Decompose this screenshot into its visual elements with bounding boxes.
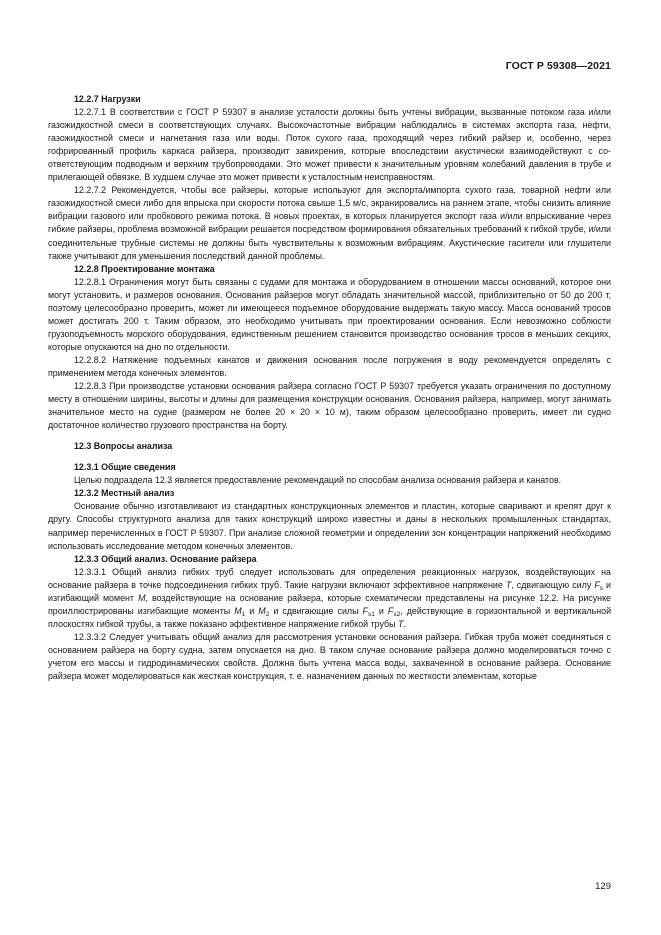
heading-12-3: 12.3 Вопросы анализа	[74, 441, 173, 452]
text-run: и изгибающий момент	[48, 579, 611, 603]
heading-12-2-8: 12.2.8 Проектирование монтажа	[74, 263, 215, 274]
symbol-F: F	[387, 605, 394, 616]
text-run: и	[374, 605, 388, 616]
symbol-T: T	[397, 618, 404, 629]
symbol-M: M	[258, 605, 266, 616]
text-run: , сдвигающую силу	[511, 579, 595, 590]
text-run: 12.3.3.1 Общий анализ гибких труб следует использовать для определения реакционных нагрузок, воздействующих на основание райзера в точке подсоединения гибких труб. Такие нагрузки включают эффективное напряжение	[48, 566, 611, 590]
heading-12-3-2: 12.3.2 Местный анализ	[74, 488, 175, 499]
symbol-T: T	[505, 579, 512, 590]
paragraph-12-3-3-1	[48, 566, 611, 631]
subscript: 2	[265, 610, 270, 618]
symbol-M: M	[234, 605, 242, 616]
paragraph-12-2-8-1: 12.2.8.1 Ограничения могут быть связаны с судами для монтажа и оборудованием в отношении массы оснований, которое они могут установить, и размеров основания. Основания райзеров могут обладать значительной массой, приблизительно от 50 до 200 т, поэтому целесообразно проверить, может ли имеющееся подъемное оборудование выдержать такую массу. Масса оснований тросов может достигать 200 т. Таким образом, это необходимо учитывать при проектировании основания. Если невозможно соблюсти грузоподъемность морского оборудования, единственным решением становится производство основания тросов в меньших секциях, которые опускаются на дно по отдельности.	[48, 276, 611, 352]
text-run: .	[403, 618, 406, 629]
symbol-F: F	[362, 605, 368, 616]
subscript: 1	[241, 610, 246, 618]
page-body	[48, 93, 611, 683]
paragraph-12-2-8-3: 12.2.8.3 При производстве установки основания райзера согласно ГОСТ Р 59307 требуется указать ограничения по доступному месту в отношении ширины, высоты и длины для размещения конструкции основания. Основания райзера, например, могут занимать значительное место на судне (размером не более 20 × 20 × 10 м), таким образом целесообразно проверить, имеет ли судно достаточное количество грузового пространства на борту.	[48, 381, 611, 431]
text-run: , воздействующие на основание райзера, которые схематически представлены на рисунке 12.2. На рисунке проиллюстрированы изгибающие моменты	[48, 592, 611, 616]
text-run: и сдвигающие силы	[269, 605, 363, 616]
symbol-F: F	[594, 579, 600, 590]
paragraph-12-3-3-2: 12.3.3.2 Следует учитывать общий анализ для рассмотрения установки основания райзера. Гибкая труба может соединяться с основанием райзера на борту судна, затем опускается на дно. В таком случае основание райзера должно моделироваться точно с учетом его массы и гидродинамических свойств. Должна быть учтена масса воды, захваченной в основание райзера. Основание райзера может моделироваться как жесткая конструкция, т. е. назначением данных по жесткости элементам, которые	[48, 631, 611, 682]
text-run: и	[245, 605, 259, 616]
paragraph-12-2-8-2: 12.2.8.2 Натяжение подъемных канатов и движения основания после погружения в воду рекомендуется определять с применением метода конечных элементов.	[48, 354, 611, 378]
paragraph-12-3-2: Основание обычно изготавливают из стандартных конструкционных элементов и пластин, которые сваривают и крепят друг к другу. Способы структурного анализа для таких конструкций широко известны и даны в нескольких промышленных стандартах, например перечисленных в ГОСТ Р 59307. При анализе сложной геометрии и определении зон концентрации напряжений необходимо использовать исследование методом конечных элементов.	[48, 501, 611, 551]
page-number: 129	[595, 881, 611, 892]
paragraph-12-3-1: Целью подраздела 12.3 является предоставление рекомендаций по способам анализа основания райзера и канатов.	[74, 475, 562, 486]
subscript: s	[599, 584, 603, 592]
heading-12-2-7: 12.2.7 Нагрузки	[74, 94, 141, 104]
paragraph-12-2-7-1: 12.2.7.1 В соответствии с ГОСТ Р 59307 в анализе усталости должны быть учтены вибрации, вызванные потоком газа и/или газожидкостной смеси в соответствующих случаях. Высокочастотные вибрации наблюдались в системах экспорта газа, нефти, газожидкостной смеси и нагнетания газа или воды. Поток сухого газа, проходящий через гибкий райзер и, особенно, через гофрированный профиль каркаса райзера, производит завихрения, которые впоследствии акустически взаимодействуют с соответствующим подводным и верхним трубопроводами. Это может привести к значительным уровням колебаний давления в трубе и прилегающей обвязке. В худшем случае это может привести к усталостным неисправностям.	[48, 107, 611, 183]
subscript: s2	[393, 610, 401, 618]
subscript: s1	[367, 610, 375, 618]
paragraph-12-2-7-2: 12.2.7.2 Рекомендуется, чтобы все райзеры, которые используют для экспорта/импорта сухого газа, товарной нефти или газожидкостной смеси либо для впрыска при скорости потока свыше 1,5 м/с, экранировались на раннем этапе, чтобы снизить влияние вибрации газового или пробкового режима потока. В новых проектах, в которых планируется экспорт газа и/или впрыскивание через гибкие райзеры, проблема возможной вибрации решается посредством формирования обязательных требований к гибкой трубе, и/или соединительные трубные системы не должны быть чувствительны к возможным вибрациям. Акустические гасители или глушители также учитывают для уменьшения последствий данной проблемы.	[48, 185, 611, 261]
text-run: , действующие в горизонтальной и вертикальной плоскостях гибкой трубы, а также показано эффективное напряжение гибкой трубы	[48, 605, 612, 629]
standard-header: ГОСТ Р 59308—2021	[505, 60, 611, 72]
heading-12-3-1: 12.3.1 Общие сведения	[74, 462, 176, 473]
heading-12-3-3: 12.3.3 Общий анализ. Основание райзера	[74, 553, 257, 564]
symbol-M: M	[138, 592, 146, 603]
